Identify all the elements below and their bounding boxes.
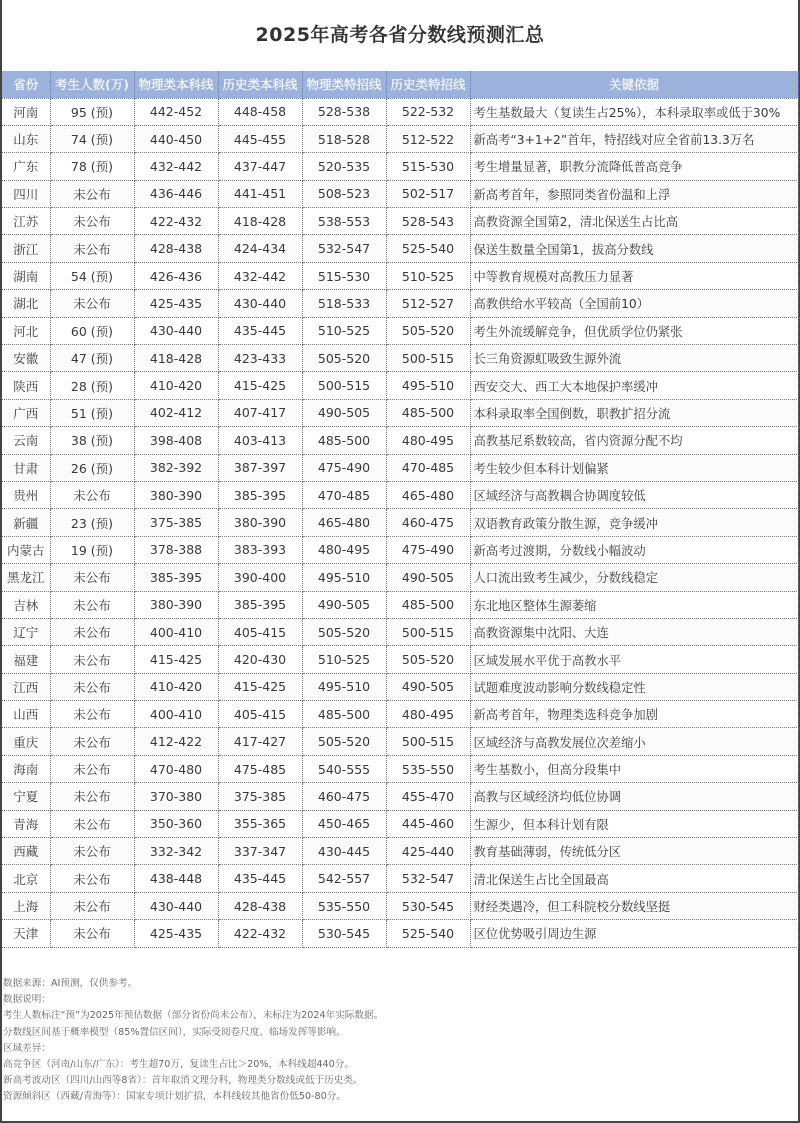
physics-undergrad-cell: 398-408 — [134, 427, 218, 454]
candidates-cell: 38 (预) — [50, 427, 134, 454]
table-row — [2, 235, 798, 262]
key-basis-cell: 中等教育规模对高教压力显著 — [470, 262, 798, 289]
physics-undergrad-cell: 350-360 — [134, 810, 218, 837]
column-header-history-special: 历史类特招线 — [386, 71, 470, 98]
physics-undergrad-cell: 430-440 — [134, 892, 218, 919]
key-basis-cell: 考生较少但本科计划偏紧 — [470, 454, 798, 481]
physics-special-cell: 465-480 — [302, 509, 386, 536]
table-row — [2, 290, 798, 317]
physics-special-cell: 540-555 — [302, 755, 386, 782]
key-basis-cell: 高教供给水平较高（全国前10） — [470, 290, 798, 317]
province-cell: 西藏 — [2, 838, 50, 865]
table-row — [2, 838, 798, 865]
key-basis-cell: 考生外流缓解竞争，但优质学位仍紧张 — [470, 317, 798, 344]
history-undergrad-cell: 415-425 — [218, 372, 302, 399]
table-row — [2, 920, 798, 947]
physics-undergrad-cell: 422-432 — [134, 208, 218, 235]
table-row — [2, 618, 798, 645]
physics-special-cell: 475-490 — [302, 454, 386, 481]
history-undergrad-cell: 383-393 — [218, 536, 302, 563]
key-basis-cell: 新高考首年，物理类选科竞争加剧 — [470, 701, 798, 728]
candidates-cell: 未公布 — [50, 591, 134, 618]
physics-special-cell: 490-505 — [302, 591, 386, 618]
province-cell: 云南 — [2, 427, 50, 454]
note-line: 资源倾斜区（西藏/青海等）：国家专项计划扩招，本科线较其他省份低50-80分。 — [3, 1091, 346, 1103]
history-undergrad-cell: 418-428 — [218, 208, 302, 235]
physics-special-cell: 450-465 — [302, 810, 386, 837]
table-row — [2, 454, 798, 481]
candidates-cell: 未公布 — [50, 810, 134, 837]
history-undergrad-cell: 437-447 — [218, 153, 302, 180]
province-cell: 新疆 — [2, 509, 50, 536]
history-undergrad-cell: 405-415 — [218, 618, 302, 645]
province-cell: 广西 — [2, 399, 50, 426]
key-basis-cell: 考生增量显著，职教分流降低普高竞争 — [470, 153, 798, 180]
province-cell: 河北 — [2, 317, 50, 344]
column-header-physics-undergrad: 物理类本科线 — [134, 71, 218, 98]
history-special-cell: 500-515 — [386, 345, 470, 372]
province-cell: 吉林 — [2, 591, 50, 618]
history-special-cell: 512-522 — [386, 125, 470, 152]
physics-undergrad-cell: 380-390 — [134, 481, 218, 508]
physics-special-cell: 505-520 — [302, 618, 386, 645]
candidates-cell: 60 (预) — [50, 317, 134, 344]
history-special-cell: 535-550 — [386, 755, 470, 782]
key-basis-cell: 高教资源集中沈阳、大连 — [470, 618, 798, 645]
history-undergrad-cell: 380-390 — [218, 509, 302, 536]
history-special-cell: 525-540 — [386, 235, 470, 262]
physics-special-cell: 505-520 — [302, 345, 386, 372]
physics-undergrad-cell: 402-412 — [134, 399, 218, 426]
province-cell: 浙江 — [2, 235, 50, 262]
table-row — [2, 892, 798, 919]
key-basis-cell: 区域发展水平优于高教水平 — [470, 646, 798, 673]
physics-undergrad-cell: 438-448 — [134, 865, 218, 892]
candidates-cell: 未公布 — [50, 290, 134, 317]
page-title: 2025年高考各省分数线预测汇总 — [255, 24, 545, 46]
physics-special-cell: 500-515 — [302, 372, 386, 399]
physics-undergrad-cell: 382-392 — [134, 454, 218, 481]
history-special-cell: 455-470 — [386, 783, 470, 810]
candidates-cell: 未公布 — [50, 920, 134, 947]
province-cell: 海南 — [2, 755, 50, 782]
history-special-cell: 460-475 — [386, 509, 470, 536]
table-row — [2, 125, 798, 152]
key-basis-cell: 高教基尼系数较高，省内资源分配不均 — [470, 427, 798, 454]
table-row — [2, 317, 798, 344]
note-line: 数据来源：AI预测，仅供参考。 — [3, 978, 138, 989]
candidates-cell: 28 (预) — [50, 372, 134, 399]
candidates-cell: 未公布 — [50, 728, 134, 755]
key-basis-cell: 西安交大、西工大本地保护率缓冲 — [470, 372, 798, 399]
table-body — [2, 98, 798, 947]
province-cell: 湖南 — [2, 262, 50, 289]
history-undergrad-cell: 422-432 — [218, 920, 302, 947]
history-special-cell: 500-515 — [386, 618, 470, 645]
physics-undergrad-cell: 410-420 — [134, 372, 218, 399]
history-undergrad-cell: 424-434 — [218, 235, 302, 262]
key-basis-cell: 双语教育政策分散生源，竞争缓冲 — [470, 509, 798, 536]
key-basis-cell: 区位优势吸引周边生源 — [470, 920, 798, 947]
candidates-cell: 47 (预) — [50, 345, 134, 372]
table-row — [2, 536, 798, 563]
key-basis-cell: 新高考“3+1+2”首年，特招线对应全省前13.3万名 — [470, 125, 798, 152]
key-basis-cell: 本科录取率全国倒数，职教扩招分流 — [470, 399, 798, 426]
physics-special-cell: 505-520 — [302, 728, 386, 755]
history-special-cell: 525-540 — [386, 920, 470, 947]
physics-special-cell: 515-530 — [302, 262, 386, 289]
history-special-cell: 530-545 — [386, 892, 470, 919]
province-cell: 北京 — [2, 865, 50, 892]
physics-special-cell: 430-445 — [302, 838, 386, 865]
candidates-cell: 51 (预) — [50, 399, 134, 426]
history-undergrad-cell: 430-440 — [218, 290, 302, 317]
physics-special-cell: 528-538 — [302, 98, 386, 125]
physics-undergrad-cell: 425-435 — [134, 920, 218, 947]
column-header-province: 省份 — [2, 71, 50, 98]
province-cell: 青海 — [2, 810, 50, 837]
notes-section — [3, 976, 793, 1106]
physics-undergrad-cell: 430-440 — [134, 317, 218, 344]
physics-special-cell: 460-475 — [302, 783, 386, 810]
history-special-cell: 465-480 — [386, 481, 470, 508]
column-header-key-basis: 关键依据 — [470, 71, 798, 98]
candidates-cell: 未公布 — [50, 755, 134, 782]
history-undergrad-cell: 385-395 — [218, 591, 302, 618]
physics-special-cell: 485-500 — [302, 701, 386, 728]
physics-undergrad-cell: 400-410 — [134, 701, 218, 728]
candidates-cell: 95 (预) — [50, 98, 134, 125]
history-special-cell: 512-527 — [386, 290, 470, 317]
note-line: 考生人数标注“预”为2025年预估数据（部分省份尚未公布），未标注为2024年实际数据。 — [3, 1010, 384, 1022]
physics-special-cell: 510-525 — [302, 317, 386, 344]
province-cell: 江苏 — [2, 208, 50, 235]
physics-undergrad-cell: 425-435 — [134, 290, 218, 317]
history-undergrad-cell: 423-433 — [218, 345, 302, 372]
history-special-cell: 528-543 — [386, 208, 470, 235]
physics-special-cell: 495-510 — [302, 673, 386, 700]
history-undergrad-cell: 415-425 — [218, 673, 302, 700]
table-row — [2, 180, 798, 207]
history-undergrad-cell: 390-400 — [218, 564, 302, 591]
history-undergrad-cell: 428-438 — [218, 892, 302, 919]
province-cell: 河南 — [2, 98, 50, 125]
history-undergrad-cell: 405-415 — [218, 701, 302, 728]
history-special-cell: 495-510 — [386, 372, 470, 399]
physics-undergrad-cell: 370-380 — [134, 783, 218, 810]
history-special-cell: 502-517 — [386, 180, 470, 207]
table-row — [2, 865, 798, 892]
history-undergrad-cell: 432-442 — [218, 262, 302, 289]
physics-special-cell: 530-545 — [302, 920, 386, 947]
column-header-candidates: 考生人数(万) — [50, 71, 134, 98]
candidates-cell: 未公布 — [50, 481, 134, 508]
province-cell: 甘肃 — [2, 454, 50, 481]
table-header-row — [2, 71, 798, 98]
province-cell: 内蒙古 — [2, 536, 50, 563]
history-undergrad-cell: 355-365 — [218, 810, 302, 837]
candidates-cell: 未公布 — [50, 564, 134, 591]
key-basis-cell: 试题难度波动影响分数线稳定性 — [470, 673, 798, 700]
table-row — [2, 591, 798, 618]
column-header-physics-special: 物理类特招线 — [302, 71, 386, 98]
candidates-cell: 74 (预) — [50, 125, 134, 152]
history-special-cell: 490-505 — [386, 564, 470, 591]
history-special-cell: 480-495 — [386, 701, 470, 728]
physics-undergrad-cell: 440-450 — [134, 125, 218, 152]
physics-undergrad-cell: 442-452 — [134, 98, 218, 125]
physics-special-cell: 490-505 — [302, 399, 386, 426]
table-row — [2, 564, 798, 591]
province-cell: 宁夏 — [2, 783, 50, 810]
physics-undergrad-cell: 470-480 — [134, 755, 218, 782]
key-basis-cell: 高教资源全国第2，清北保送生占比高 — [470, 208, 798, 235]
province-cell: 天津 — [2, 920, 50, 947]
history-special-cell: 505-520 — [386, 317, 470, 344]
candidates-cell: 未公布 — [50, 783, 134, 810]
province-cell: 山西 — [2, 701, 50, 728]
note-line: 高竞争区（河南/山东/广东）：考生超70万，复读生占比＞20%，本科线超440分。 — [3, 1059, 354, 1071]
physics-special-cell: 485-500 — [302, 427, 386, 454]
candidates-cell: 未公布 — [50, 208, 134, 235]
physics-undergrad-cell: 415-425 — [134, 646, 218, 673]
column-header-history-undergrad: 历史类本科线 — [218, 71, 302, 98]
candidates-cell: 未公布 — [50, 646, 134, 673]
physics-special-cell: 508-523 — [302, 180, 386, 207]
province-cell: 江西 — [2, 673, 50, 700]
candidates-cell: 未公布 — [50, 701, 134, 728]
province-cell: 重庆 — [2, 728, 50, 755]
province-cell: 四川 — [2, 180, 50, 207]
physics-undergrad-cell: 412-422 — [134, 728, 218, 755]
candidates-cell: 未公布 — [50, 618, 134, 645]
history-special-cell: 510-525 — [386, 262, 470, 289]
table-row — [2, 208, 798, 235]
physics-undergrad-cell: 375-385 — [134, 509, 218, 536]
key-basis-cell: 新高考过渡期，分数线小幅波动 — [470, 536, 798, 563]
history-special-cell: 522-532 — [386, 98, 470, 125]
key-basis-cell: 考生基数最大（复读生占25%），本科录取率或低于30% — [470, 98, 798, 125]
province-cell: 陕西 — [2, 372, 50, 399]
physics-undergrad-cell: 410-420 — [134, 673, 218, 700]
history-special-cell: 505-520 — [386, 646, 470, 673]
history-undergrad-cell: 435-445 — [218, 317, 302, 344]
history-special-cell: 470-485 — [386, 454, 470, 481]
key-basis-cell: 财经类遇冷，但工科院校分数线坚挺 — [470, 892, 798, 919]
physics-special-cell: 538-553 — [302, 208, 386, 235]
key-basis-cell: 高教与区域经济均低位协调 — [470, 783, 798, 810]
candidates-cell: 未公布 — [50, 838, 134, 865]
province-cell: 贵州 — [2, 481, 50, 508]
physics-special-cell: 535-550 — [302, 892, 386, 919]
candidates-cell: 未公布 — [50, 673, 134, 700]
table-row — [2, 755, 798, 782]
history-undergrad-cell: 387-397 — [218, 454, 302, 481]
key-basis-cell: 东北地区整体生源萎缩 — [470, 591, 798, 618]
candidates-cell: 26 (预) — [50, 454, 134, 481]
physics-undergrad-cell: 400-410 — [134, 618, 218, 645]
key-basis-cell: 生源少，但本科计划有限 — [470, 810, 798, 837]
physics-undergrad-cell: 436-446 — [134, 180, 218, 207]
key-basis-cell: 教育基础薄弱，传统低分区 — [470, 838, 798, 865]
physics-special-cell: 542-557 — [302, 865, 386, 892]
candidates-cell: 未公布 — [50, 865, 134, 892]
history-undergrad-cell: 445-455 — [218, 125, 302, 152]
candidates-cell: 未公布 — [50, 892, 134, 919]
key-basis-cell: 人口流出致考生减少，分数线稳定 — [470, 564, 798, 591]
table-row — [2, 673, 798, 700]
physics-special-cell: 532-547 — [302, 235, 386, 262]
physics-undergrad-cell: 385-395 — [134, 564, 218, 591]
history-undergrad-cell: 385-395 — [218, 481, 302, 508]
key-basis-cell: 考生基数小，但高分段集中 — [470, 755, 798, 782]
candidates-cell: 23 (预) — [50, 509, 134, 536]
table-row — [2, 783, 798, 810]
physics-special-cell: 520-535 — [302, 153, 386, 180]
note-line: 新高考波动区（四川/山西等8省）：首年取消文理分科，物理类分数线或低于历史类。 — [3, 1075, 363, 1087]
physics-undergrad-cell: 418-428 — [134, 345, 218, 372]
candidates-cell: 78 (预) — [50, 153, 134, 180]
table-row — [2, 153, 798, 180]
table-row — [2, 646, 798, 673]
province-cell: 广东 — [2, 153, 50, 180]
key-basis-cell: 新高考首年，参照同类省份温和上浮 — [470, 180, 798, 207]
province-cell: 上海 — [2, 892, 50, 919]
physics-special-cell: 495-510 — [302, 564, 386, 591]
history-undergrad-cell: 337-347 — [218, 838, 302, 865]
province-cell: 黑龙江 — [2, 564, 50, 591]
score-prediction-table — [2, 71, 799, 948]
physics-undergrad-cell: 380-390 — [134, 591, 218, 618]
history-undergrad-cell: 375-385 — [218, 783, 302, 810]
table-row — [2, 481, 798, 508]
physics-special-cell: 518-528 — [302, 125, 386, 152]
note-line: 区域差异： — [3, 1042, 51, 1054]
history-special-cell: 475-490 — [386, 536, 470, 563]
key-basis-cell: 长三角资源虹吸致生源外流 — [470, 345, 798, 372]
key-basis-cell: 清北保送生占比全国最高 — [470, 865, 798, 892]
history-special-cell: 445-460 — [386, 810, 470, 837]
province-cell: 湖北 — [2, 290, 50, 317]
history-special-cell: 425-440 — [386, 838, 470, 865]
history-undergrad-cell: 441-451 — [218, 180, 302, 207]
table-row — [2, 399, 798, 426]
history-undergrad-cell: 407-417 — [218, 399, 302, 426]
candidates-cell: 19 (预) — [50, 536, 134, 563]
table-row — [2, 372, 798, 399]
table-row — [2, 345, 798, 372]
key-basis-cell: 区域经济与高教发展位次差缩小 — [470, 728, 798, 755]
history-special-cell: 490-505 — [386, 673, 470, 700]
history-special-cell: 500-515 — [386, 728, 470, 755]
province-cell: 福建 — [2, 646, 50, 673]
table-row — [2, 728, 798, 755]
physics-special-cell: 510-525 — [302, 646, 386, 673]
physics-undergrad-cell: 428-438 — [134, 235, 218, 262]
note-line: 数据说明： — [3, 994, 51, 1006]
table-row — [2, 509, 798, 536]
key-basis-cell: 保送生数量全国第1，拔高分数线 — [470, 235, 798, 262]
history-undergrad-cell: 417-427 — [218, 728, 302, 755]
physics-undergrad-cell: 378-388 — [134, 536, 218, 563]
province-cell: 山东 — [2, 125, 50, 152]
physics-undergrad-cell: 432-442 — [134, 153, 218, 180]
note-line: 分数线区间基于概率模型（85%置信区间），实际受阅卷尺度、临场发挥等影响。 — [3, 1026, 346, 1038]
physics-special-cell: 518-533 — [302, 290, 386, 317]
physics-special-cell: 480-495 — [302, 536, 386, 563]
table-row — [2, 98, 798, 125]
candidates-cell: 未公布 — [50, 180, 134, 207]
history-special-cell: 485-500 — [386, 591, 470, 618]
candidates-cell: 未公布 — [50, 235, 134, 262]
table-row — [2, 701, 798, 728]
history-undergrad-cell: 403-413 — [218, 427, 302, 454]
history-special-cell: 515-530 — [386, 153, 470, 180]
history-special-cell: 485-500 — [386, 399, 470, 426]
table-row — [2, 427, 798, 454]
history-undergrad-cell: 448-458 — [218, 98, 302, 125]
history-special-cell: 532-547 — [386, 865, 470, 892]
province-cell: 安徽 — [2, 345, 50, 372]
physics-undergrad-cell: 426-436 — [134, 262, 218, 289]
province-cell: 辽宁 — [2, 618, 50, 645]
physics-special-cell: 470-485 — [302, 481, 386, 508]
history-undergrad-cell: 420-430 — [218, 646, 302, 673]
history-undergrad-cell: 435-445 — [218, 865, 302, 892]
history-special-cell: 480-495 — [386, 427, 470, 454]
physics-undergrad-cell: 332-342 — [134, 838, 218, 865]
candidates-cell: 54 (预) — [50, 262, 134, 289]
key-basis-cell: 区域经济与高教耦合协调度较低 — [470, 481, 798, 508]
history-undergrad-cell: 475-485 — [218, 755, 302, 782]
table-row — [2, 262, 798, 289]
table-row — [2, 810, 798, 837]
